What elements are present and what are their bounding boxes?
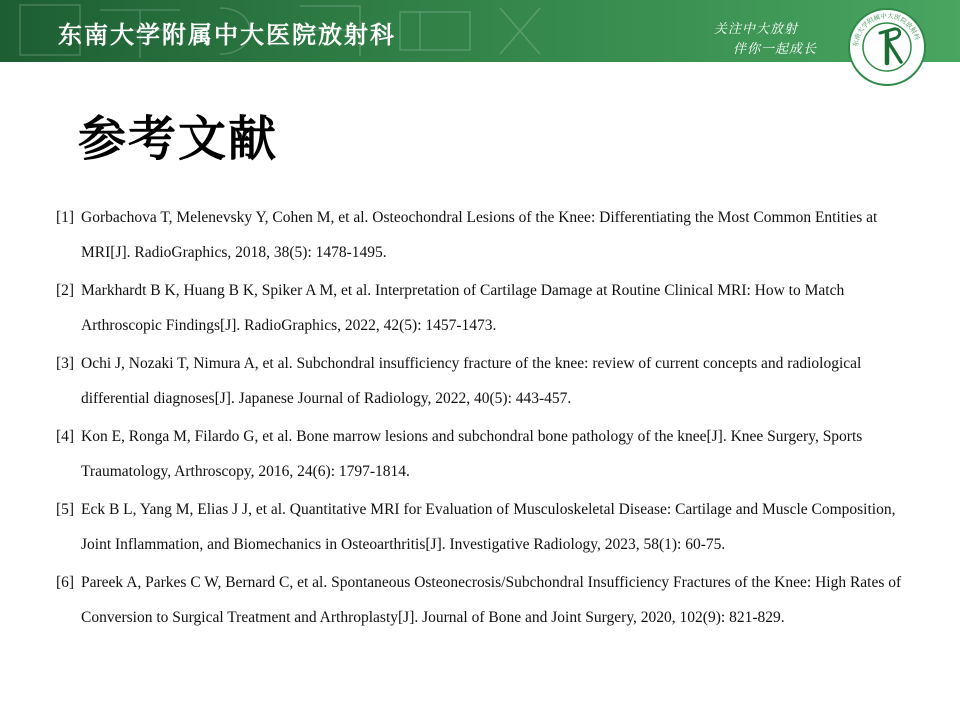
slogan-line-1: 关注中大放射 [714,22,799,37]
department-title: 东南大学附属中大医院放射科 [58,21,396,49]
reference-item [56,566,906,635]
reference-item [56,201,906,270]
reference-number: [4] [56,428,75,445]
reference-text: Kon E, Ronga M, Filardo G, et al. Bone marrow lesions and subchondral bone pathology of the knee[J]. Knee Surgery, Sports Traumatology, Arthroscopy, 2016, 24(6): 1797-1814. [81,428,863,480]
department-logo-icon [847,7,927,87]
logo-ring-text: 东南大学附属中大医院放射科 [851,11,922,48]
reference-text: Eck B L, Yang M, Elias J J, et al. Quantitative MRI for Evaluation of Musculoskeletal Disease: Cartilage and Muscle Composition, Joint Inflammation, and Biomechanics in Osteoarthritis[J]. Investigative Radiology, 2023, 58(1): 60-75. [81,501,896,553]
reference-item [56,274,906,343]
reference-item [56,420,906,489]
reference-number: [1] [56,209,75,226]
reference-number: [3] [56,355,75,372]
header-banner [0,0,960,62]
reference-text: Pareek A, Parkes C W, Bernard C, et al. Spontaneous Osteonecrosis/Subchondral Insufficiency Fractures of the Knee: High Rates of Conversion to Surgical Treatment and Arthroplasty[J]. Journal of Bone and Joint Surgery, 2020, 102(9): 821-829. [81,574,902,626]
reference-text: Gorbachova T, Melenevsky Y, Cohen M, et al. Osteochondral Lesions of the Knee: Differentiating the Most Common Entities at MRI[J]. RadioGraphics, 2018, 38(5): 1478-1495. [81,209,878,261]
reference-number: [5] [56,501,75,518]
reference-number: [2] [56,282,75,299]
reference-item [56,493,906,562]
reference-number: [6] [56,574,75,591]
reference-list [56,201,906,639]
page-title: 参考文献 [78,111,279,167]
slogan-line-2: 伴你一起成长 [733,42,818,57]
reference-text: Ochi J, Nozaki T, Nimura A, et al. Subchondral insufficiency fracture of the knee: review of current concepts and radiological differential diagnoses[J]. Japanese Journal of Radiology, 2022, 40(5): 443-457. [81,355,862,407]
reference-text: Markhardt B K, Huang B K, Spiker A M, et al. Interpretation of Cartilage Damage at Routine Clinical MRI: How to Match Arthroscopic Findings[J]. RadioGraphics, 2022, 42(5): 1457-1473. [81,282,845,334]
reference-item [56,347,906,416]
